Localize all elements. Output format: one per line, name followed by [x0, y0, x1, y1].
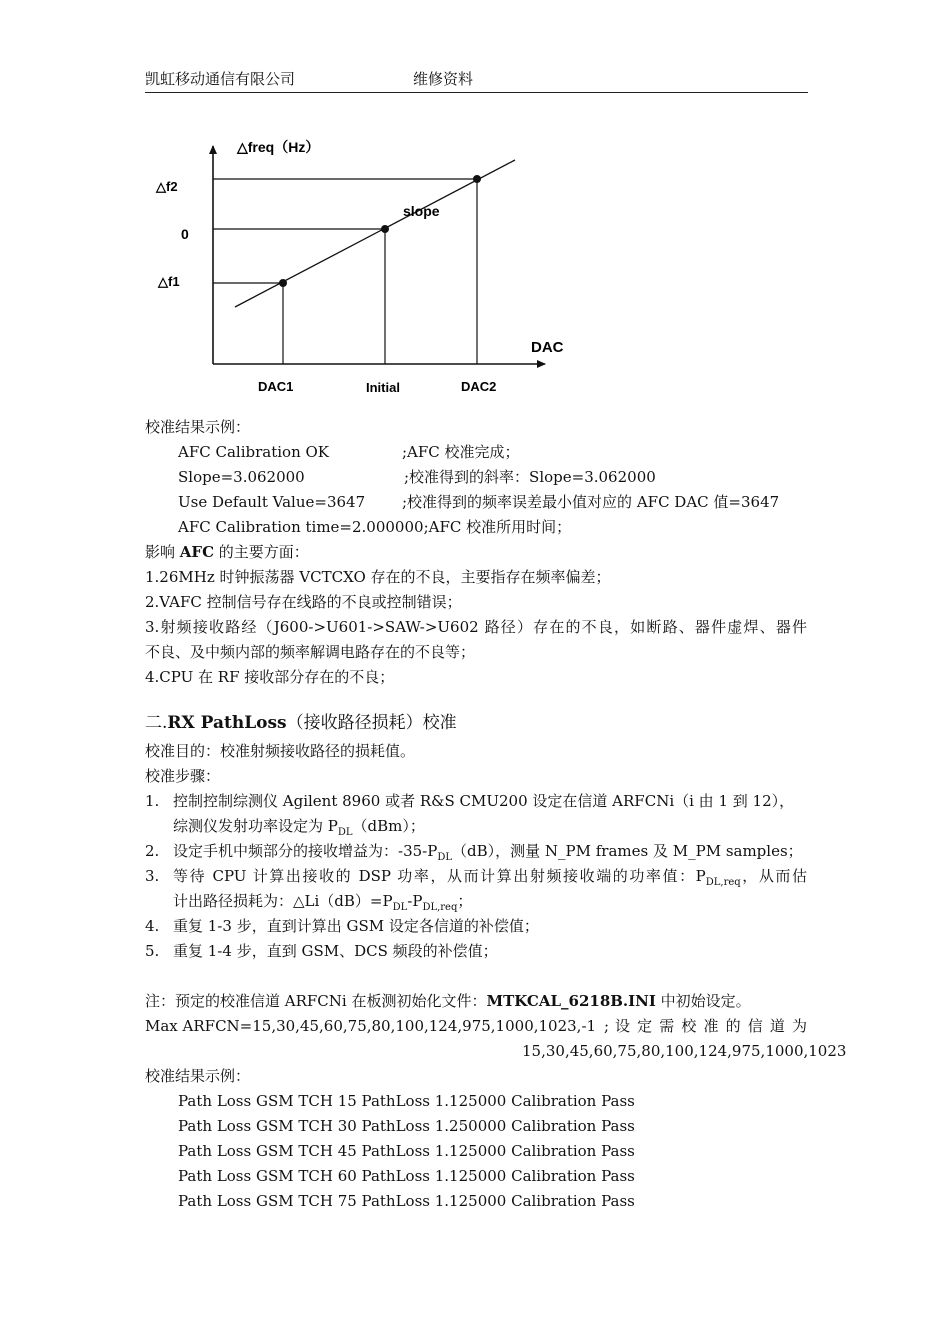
afc-factors-title: [145, 542, 309, 562]
note-text: 中初始设定。: [655, 992, 751, 1010]
step-text: 综测仪发射功率设定为 P: [173, 817, 338, 835]
result-title: 校准结果示例：: [145, 1067, 251, 1085]
afc-factor-item: 2.VAFC 控制信号存在线路的不良或控制错误；: [145, 593, 462, 611]
calibration-purpose: 校准目的：校准射频接收路径的损耗值。: [145, 742, 416, 760]
step-5: 重复 1-4 步，直到 GSM、DCS 频段的补偿值；: [173, 942, 498, 960]
x-tick-initial: Initial: [366, 380, 400, 395]
afc-result-line-text: AFC Calibration time=2.000000: [178, 518, 424, 536]
step-2: [173, 841, 803, 861]
slope-label: slope: [403, 203, 440, 219]
step-text: 等待 CPU 计算出接收的 DSP 功率，从而计算出射频接收端的功率值：P: [173, 867, 706, 885]
step-text: 设定手机中频部分的接收增益为：-35-P: [173, 842, 438, 860]
section-title-pre: 二.: [145, 713, 168, 733]
step-3-line-1: [173, 866, 807, 886]
x-axis-label: DAC: [531, 339, 564, 356]
afc-result-comment: ;校准得到的频率误差最小值对应的 AFC DAC 值=3647: [402, 493, 780, 511]
section-title-post: （接收路径损耗）校准: [286, 713, 457, 733]
company-name: 凯虹移动通信有限公司: [145, 70, 296, 88]
step-4: 重复 1-3 步，直到计算出 GSM 设定各信道的补偿值；: [173, 917, 539, 935]
step-text: ，从而估: [740, 867, 807, 885]
step-text: （dB），测量 N_PM frames 及 M_PM samples；: [452, 842, 803, 860]
afc-factors-title-post: 的主要方面：: [214, 543, 309, 561]
step-text: 计出路径损耗为：△Li（dB）=P: [173, 892, 393, 910]
point-initial: [381, 225, 389, 233]
pathloss-result-line: Path Loss GSM TCH 45 PathLoss 1.125000 Calibration Pass: [178, 1142, 635, 1160]
step-number: 3.: [145, 867, 160, 885]
section-title-bold: RX PathLoss: [167, 713, 287, 733]
step-1-line-1: 控制控制综测仪 Agilent 8960 或者 R&S CMU200 设定在信道 ARFCNi（i 由 1 到 12），: [173, 792, 795, 810]
point-dac2: [473, 175, 481, 183]
y-tick-zero: 0: [181, 226, 189, 242]
step-text: （dBm）；: [352, 817, 425, 835]
max-arfcn-comment-cont: 15,30,45,60,75,80,100,124,975,1000,1023: [522, 1042, 847, 1060]
y-tick-f1: △f1: [158, 274, 180, 289]
guide-dac1: [213, 283, 283, 364]
guide-initial: [213, 229, 385, 364]
y-tick-f2: △f2: [156, 179, 178, 194]
afc-factors-title-bold: AFC: [179, 543, 215, 561]
afc-factor-item: 不良、及中频内部的频率解调电路存在的不良等；: [145, 643, 476, 661]
afc-result-comment: ;AFC 校准完成；: [402, 443, 520, 461]
steps-title: 校准步骤：: [145, 767, 221, 785]
point-dac1: [279, 279, 287, 287]
max-arfcn-line: Max ARFCN=15,30,45,60,75,80,100,124,975,1000,1023,-1: [145, 1017, 597, 1035]
afc-result-line: Slope=3.062000: [178, 468, 305, 486]
pathloss-result-line: Path Loss GSM TCH 30 PathLoss 1.250000 Calibration Pass: [178, 1117, 635, 1135]
x-tick-dac2: DAC2: [461, 379, 497, 394]
step-number: 4.: [145, 917, 160, 935]
afc-factor-item: 4.CPU 在 RF 接收部分存在的不良；: [145, 668, 395, 686]
step-number: 1.: [145, 792, 160, 810]
note: [145, 991, 751, 1011]
afc-result-comment: ;校准得到的斜率：Slope=3.062000: [404, 468, 656, 486]
afc-result-line: [178, 517, 571, 537]
subscript: DL: [337, 827, 353, 838]
afc-result-line: AFC Calibration OK: [178, 443, 330, 461]
subscript: DL,req: [422, 902, 458, 913]
subscript: DL: [392, 902, 408, 913]
step-number: 5.: [145, 942, 160, 960]
subscript: DL: [437, 852, 452, 863]
pathloss-result-line: Path Loss GSM TCH 75 PathLoss 1.125000 Calibration Pass: [178, 1192, 635, 1210]
afc-factor-item: 3.射频接收路经（J600->U601->SAW->U602 路径）存在的不良，如断路、器件虚焊、器件: [145, 618, 807, 636]
afc-factors-title-pre: 影响: [145, 543, 180, 561]
afc-factor-item: 1.26MHz 时钟振荡器 VCTCXO 存在的不良，主要指存在频率偏差；: [145, 568, 611, 586]
afc-result-title: 校准结果示例：: [145, 418, 251, 436]
step-3-line-2: [173, 891, 472, 911]
ini-filename: MTKCAL_6218B.INI: [486, 992, 656, 1010]
page-header: [145, 68, 808, 93]
note-text: 注：预定的校准信道 ARFCNi 在板测初始化文件：: [145, 992, 487, 1010]
step-text: -P: [407, 892, 423, 910]
afc-result-line: Use Default Value=3647: [178, 493, 366, 511]
max-arfcn-comment: ; 设 定 需 校 准 的 信 道 为: [604, 1017, 807, 1035]
y-axis-label: △freq（Hz）: [237, 139, 320, 155]
afc-slope-diagram: [145, 132, 585, 402]
x-tick-dac1: DAC1: [258, 379, 294, 394]
step-number: 2.: [145, 842, 160, 860]
pathloss-result-line: Path Loss GSM TCH 15 PathLoss 1.125000 Calibration Pass: [178, 1092, 635, 1110]
step-1-line-2: [173, 816, 425, 836]
pathloss-result-line: Path Loss GSM TCH 60 PathLoss 1.125000 Calibration Pass: [178, 1167, 635, 1185]
step-text: ；: [457, 892, 473, 910]
afc-result-comment: ;AFC 校准所用时间；: [423, 518, 572, 536]
slope-line: [235, 160, 515, 307]
subscript: DL,req: [705, 877, 741, 888]
doc-type: 维修资料: [413, 70, 474, 88]
section-title: [145, 713, 457, 733]
